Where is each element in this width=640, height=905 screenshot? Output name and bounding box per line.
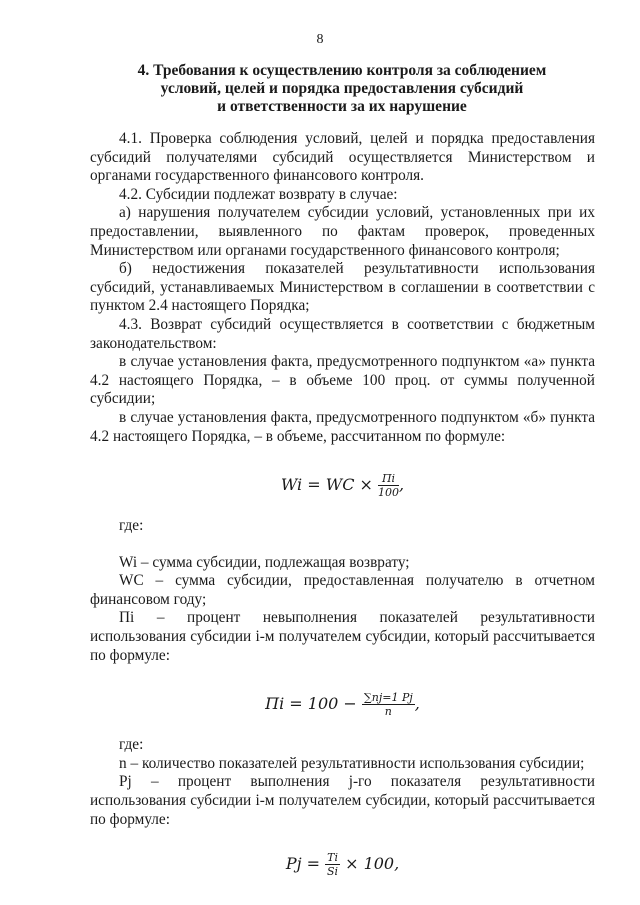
formula-pi-lhs: Пi = 100 − (265, 694, 362, 714)
paragraph-4-3: 4.3. Возврат субсидий осуществляется в соответствии с бюджетным законодательством: (90, 315, 595, 352)
where-label-2: где: (119, 736, 144, 754)
formula-wi-lhs: Wi = WC × (280, 475, 379, 495)
section-heading (92, 62, 592, 116)
formula-pj-lhs: Pj = (285, 854, 326, 874)
formula-pi-fraction (362, 691, 415, 718)
paragraph-case-b: в случае установления факта, предусмотренного подпунктом «б» пункта 4.2 настоящего Порядка, – в объеме, рассчитанном по формуле: (90, 408, 595, 445)
definition-pi: Пi – процент невыполнения показателей результативности использования субсидии i-м получателем субсидии, который рассчитывается по формуле: (90, 609, 595, 664)
formula-pi-numerator: ∑nj=1 Pj (363, 691, 413, 705)
where-label-1: где: (119, 517, 144, 535)
paragraph-4-2-b: б) недостижения показателей результативности использования субсидий, устанавливаемых Министерством в соглашении в соответствии с пунктом 2.4 настоящего Порядка; (90, 260, 595, 315)
definition-wi: Wi – сумма субсидии, подлежащая возврату; (119, 553, 410, 571)
formula-wi-numerator: Пi (378, 472, 399, 486)
heading-line-1: 4. Требования к осуществлению контроля за соблюдением (137, 62, 547, 79)
paragraph-4-2-a: а) нарушения получателем субсидии условий, установленных при их предоставлении, выявленного по фактам проверок, проведенных Министерством или органами государственного финансового контроля; (90, 204, 595, 259)
formula-wi-fraction (378, 472, 399, 499)
formula-pj (90, 851, 595, 878)
formula-pj-fraction (325, 851, 340, 878)
page-number: 8 (316, 32, 324, 47)
formula-wi-denominator: 100 (378, 486, 400, 500)
formula-wi (90, 472, 595, 499)
paragraph-4-2: 4.2. Субсидии подлежат возврату в случае: (119, 185, 398, 203)
definition-pj: Pj – процент выполнения j-го показателя результативности использования субсидии i-м получателем субсидии, который рассчитывается по формуле: (90, 773, 595, 828)
definition-wc: WC – сумма субсидии, предоставленная получателю в отчетном финансовом году; (90, 572, 595, 608)
formula-pj-denominator: Si (327, 865, 339, 879)
formula-pi (90, 691, 595, 718)
heading-line-3: и ответственности за их нарушение (217, 98, 467, 115)
heading-line-2: условий, целей и порядка предоставления субсидий (160, 80, 524, 97)
definition-n: n – количество показателей результативности использования субсидии; (119, 754, 585, 772)
paragraph-4-1: 4.1. Проверка соблюдения условий, целей и порядка предоставления субсидий получателями субсидий осуществляется Министерством и органами государственного финансового контроля. (90, 130, 595, 185)
formula-wi-tail: , (399, 475, 405, 495)
paragraph-case-a: в случае установления факта, предусмотренного подпунктом «а» пункта 4.2 настоящего Порядка, – в объеме 100 проц. от суммы полученной субсидии; (90, 353, 595, 408)
formula-pj-numerator: Ti (327, 851, 338, 865)
document-body (90, 130, 595, 896)
formula-pi-tail: , (414, 694, 420, 714)
formula-pj-tail: × 100, (339, 854, 400, 874)
formula-pi-denominator: n (384, 705, 392, 719)
